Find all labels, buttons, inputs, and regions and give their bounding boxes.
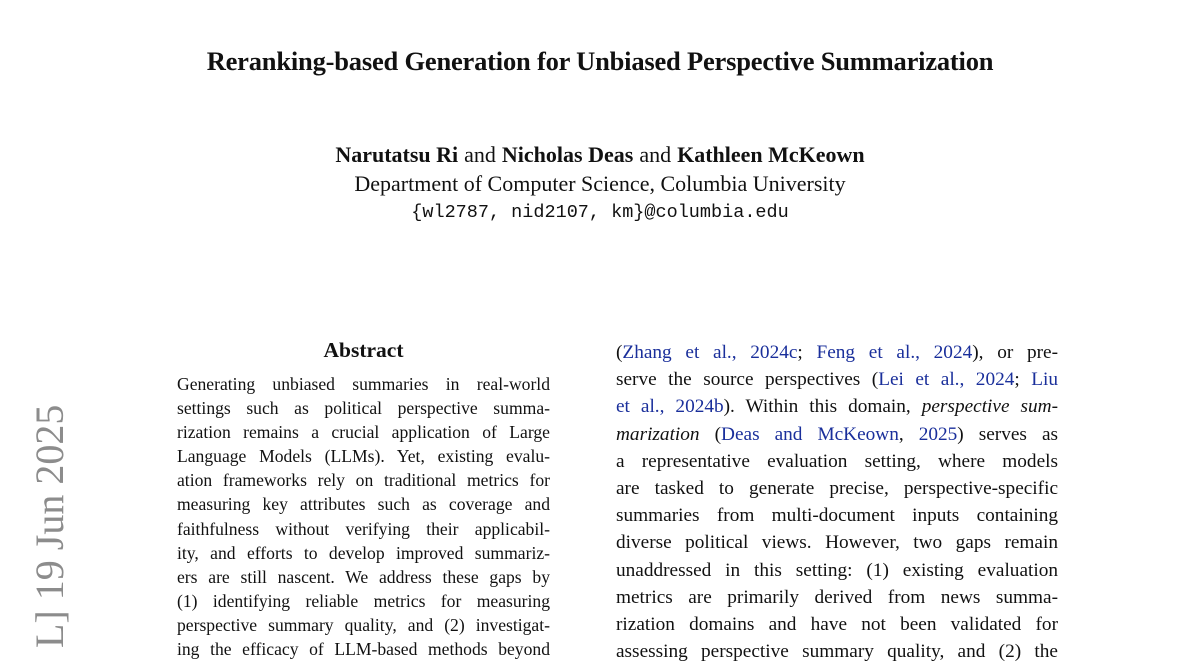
abstract-text: [177, 372, 550, 661]
abstract-line: rization remains a crucial application of Large: [177, 422, 550, 443]
citation-separator: ,: [898, 423, 919, 445]
arxiv-side-stamp: L] 19 Jun 2025: [27, 404, 72, 648]
citation-separator: ;: [797, 342, 817, 363]
body-line: diverse political views. However, two gaps remain: [616, 532, 1058, 554]
author-separator: and: [639, 142, 672, 167]
author-affiliation: Department of Computer Science, Columbia University: [354, 171, 846, 196]
abstract-line: settings such as political perspective summa-: [177, 398, 550, 419]
emphasized-term: marization: [616, 423, 700, 445]
body-line: [616, 421, 1058, 448]
abstract-line: ing the efficacy of LLM-based methods beyond: [177, 639, 550, 660]
author-name: Kathleen McKeown: [677, 142, 865, 167]
body-line: are tasked to generate precise, perspective-specific: [616, 478, 1058, 500]
paper-title: Reranking-based Generation for Unbiased Perspective Summarization: [206, 46, 994, 76]
citation-link[interactable]: Feng et al., 2024: [816, 342, 973, 363]
abstract-line: (1) identifying reliable metrics for measuring: [177, 590, 550, 611]
body-line: summaries from multi-document inputs containing: [616, 505, 1058, 527]
body-line: [616, 393, 1058, 420]
abstract-line: Generating unbiased summaries in real-world: [177, 374, 550, 394]
abstract-line: measuring key attributes such as coverage and: [177, 494, 550, 515]
abstract-heading: Abstract: [323, 338, 404, 362]
body-line: assessing perspective summary quality, and (2) the: [616, 641, 1058, 663]
body-text: ) serves as: [957, 423, 1058, 445]
citation-link[interactable]: Zhang et al., 2024c: [622, 342, 798, 363]
citation-link[interactable]: Liu: [1031, 369, 1058, 391]
emphasized-term: perspective sum-: [921, 396, 1058, 418]
body-line: [616, 339, 1058, 366]
abstract-line: ers are still nascent. We address these gaps by: [177, 566, 550, 587]
author-list: [0, 142, 1200, 168]
body-text: ), or pre-: [972, 342, 1059, 363]
author-email: {wl2787, nid2107, km}@columbia.edu: [411, 202, 789, 223]
body-line: a representative evaluation setting, where models: [616, 450, 1058, 472]
abstract-line: perspective summary quality, and (2) investigat-: [177, 614, 550, 635]
citation-link[interactable]: 2025: [918, 423, 958, 445]
body-text: serve the source perspectives (: [616, 369, 879, 391]
citation-link[interactable]: Deas and McKeown: [721, 423, 899, 445]
body-line: rization domains and have not been validated for: [616, 614, 1058, 636]
author-name: Narutatsu Ri: [335, 142, 459, 167]
body-line: [616, 366, 1058, 393]
body-line: metrics are primarily derived from news summa-: [616, 586, 1058, 608]
body-text: ). Within this domain,: [723, 396, 922, 418]
body-line: unaddressed in this setting: (1) existing evaluation: [616, 559, 1058, 581]
author-name: Nicholas Deas: [501, 142, 634, 167]
abstract-line: ity, and efforts to develop improved summariz-: [177, 542, 550, 563]
author-separator: and: [464, 142, 496, 167]
citation-link[interactable]: et al., 2024b: [616, 396, 724, 418]
paren-text: (: [616, 342, 623, 363]
abstract-line: ation frameworks rely on traditional metrics for: [177, 470, 550, 491]
citation-separator: ;: [1014, 369, 1032, 391]
citation-link[interactable]: Lei et al., 2024: [878, 369, 1015, 391]
abstract-line: Language Models (LLMs). Yet, existing evalu-: [177, 446, 550, 467]
intro-paragraph: [616, 339, 1058, 665]
paren-text: (: [699, 423, 722, 445]
abstract-line: faithfulness without verifying their applicabil-: [177, 518, 550, 539]
